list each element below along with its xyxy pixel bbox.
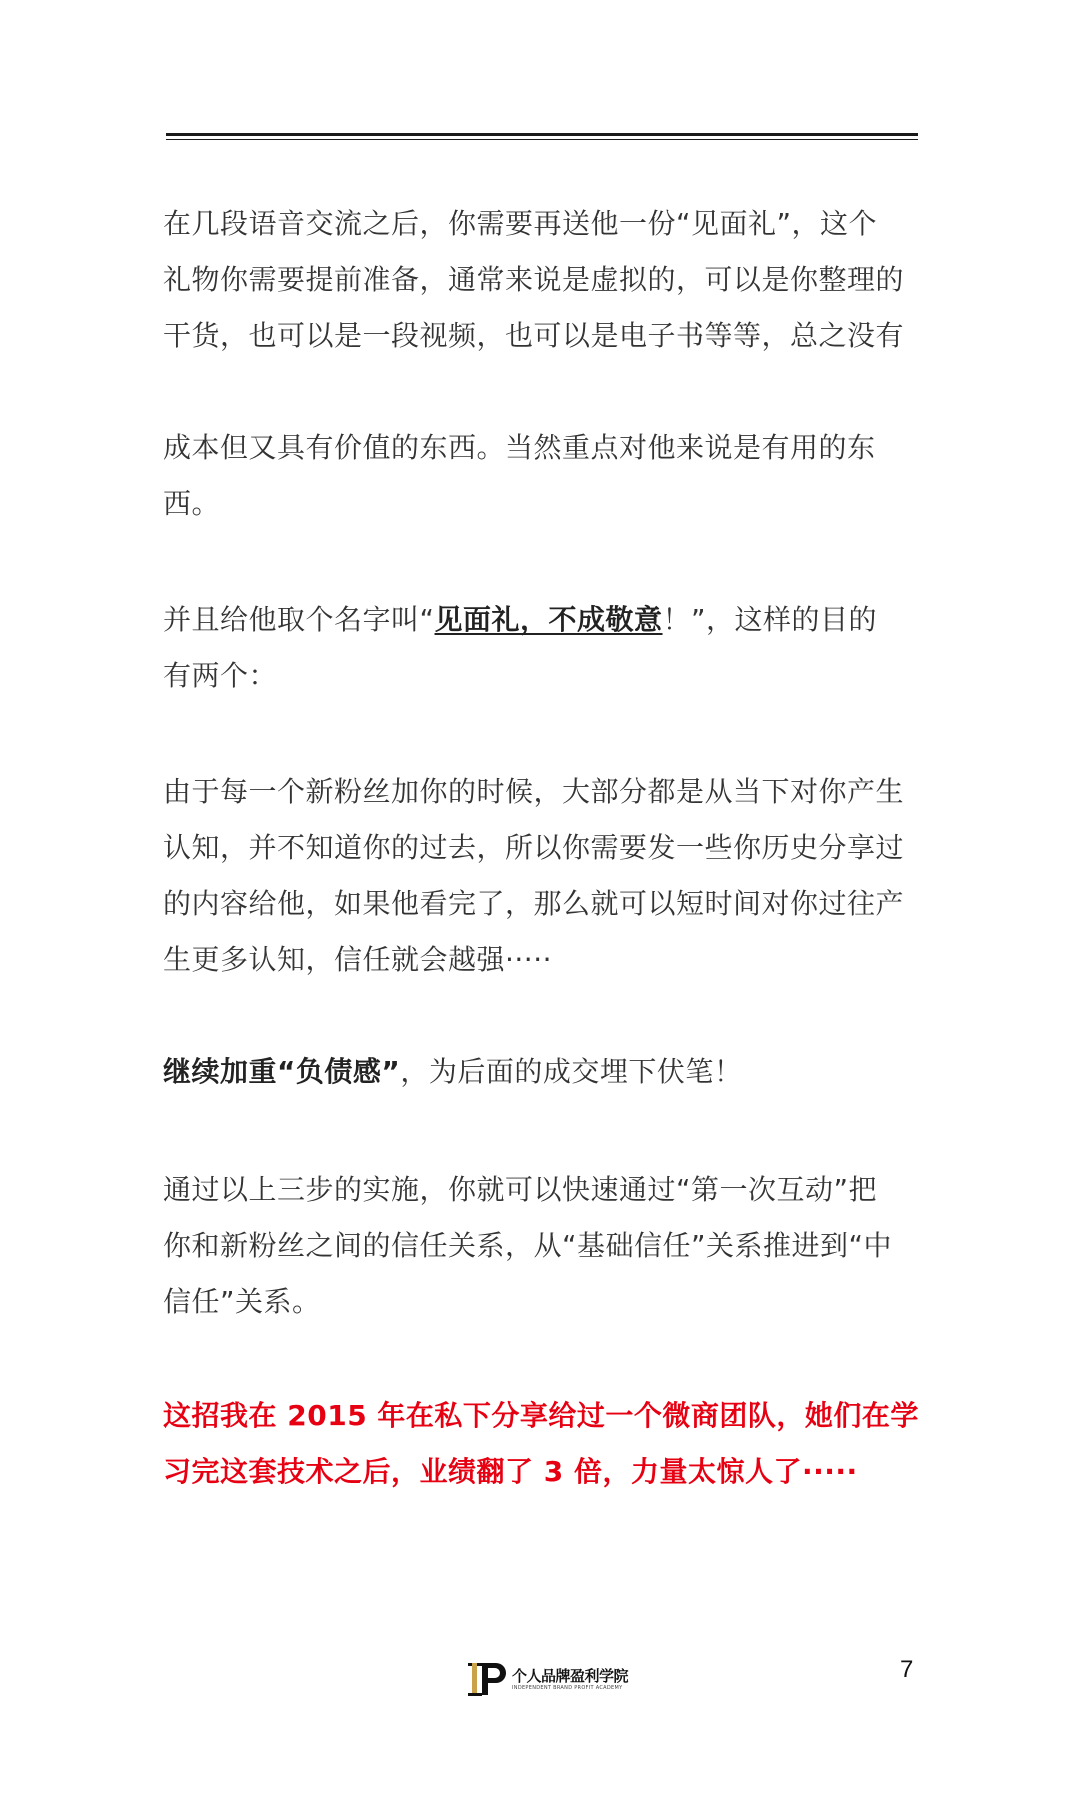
ip-logo-icon — [466, 1660, 508, 1700]
paragraph-gift-intro — [163, 196, 923, 364]
page-number: 7 — [900, 1656, 914, 1683]
text-segment: 并且给他取个名字叫“ — [163, 603, 435, 636]
text-line: 信任”关系。 — [163, 1285, 321, 1318]
paragraph-gift-value — [163, 420, 923, 532]
emphasis-gift-name: 见面礼，不成敬意 — [434, 603, 663, 636]
text-line: 由于每一个新粉丝加你的时候，大部分都是从当下对你产生 — [163, 775, 905, 808]
paragraph-new-fans — [163, 764, 923, 988]
paragraph-highlight-result — [163, 1388, 923, 1500]
text-line — [163, 592, 923, 648]
paragraph-gift-name — [163, 592, 923, 704]
text-line: 的内容给他，如果他看完了，那么就可以短时间对你过往产 — [163, 887, 905, 920]
text-line: 生更多认知，信任就会越强····· — [163, 943, 553, 976]
text-line — [163, 1044, 923, 1100]
logo-subtitle: INDEPENDENT BRAND PROFIT ACADEMY — [512, 1685, 623, 1691]
logo-title: 个人品牌盈利学院 — [512, 1667, 629, 1685]
text-line: 成本但又具有价值的东西。当然重点对他来说是有用的东 — [163, 431, 876, 464]
paragraph-trust-steps — [163, 1162, 923, 1330]
emphasis-debt-sense: 继续加重“负债感” — [163, 1055, 401, 1088]
text-line: 通过以上三步的实施，你就可以快速通过“第一次互动”把 — [163, 1173, 878, 1206]
paragraph-debt-sense — [163, 1044, 923, 1100]
academy-logo — [466, 1660, 629, 1700]
text-line: 习完这套技术之后，业绩翻了 3 倍，力量太惊人了····· — [163, 1455, 858, 1488]
text-line: 有两个： — [163, 659, 278, 692]
text-line: 在几段语音交流之后，你需要再送他一份“见面礼”，这个 — [163, 207, 878, 240]
header-rule-thin — [166, 139, 918, 140]
text-line: 礼物你需要提前准备，通常来说是虚拟的，可以是你整理的 — [163, 263, 905, 296]
text-line: 这招我在 2015 年在私下分享给过一个微商团队，她们在学 — [163, 1399, 919, 1432]
header-rule-thick — [166, 133, 918, 136]
text-segment: ，为后面的成交埋下伏笔！ — [400, 1055, 743, 1088]
text-line: 西。 — [163, 487, 221, 520]
text-line: 你和新粉丝之间的信任关系，从“基础信任”关系推进到“中 — [163, 1229, 893, 1262]
text-line: 干货，也可以是一段视频，也可以是电子书等等，总之没有 — [163, 319, 905, 352]
text-line: 认知，并不知道你的过去，所以你需要发一些你历史分享过 — [163, 831, 905, 864]
text-segment: ！”，这样的目的 — [662, 603, 878, 636]
